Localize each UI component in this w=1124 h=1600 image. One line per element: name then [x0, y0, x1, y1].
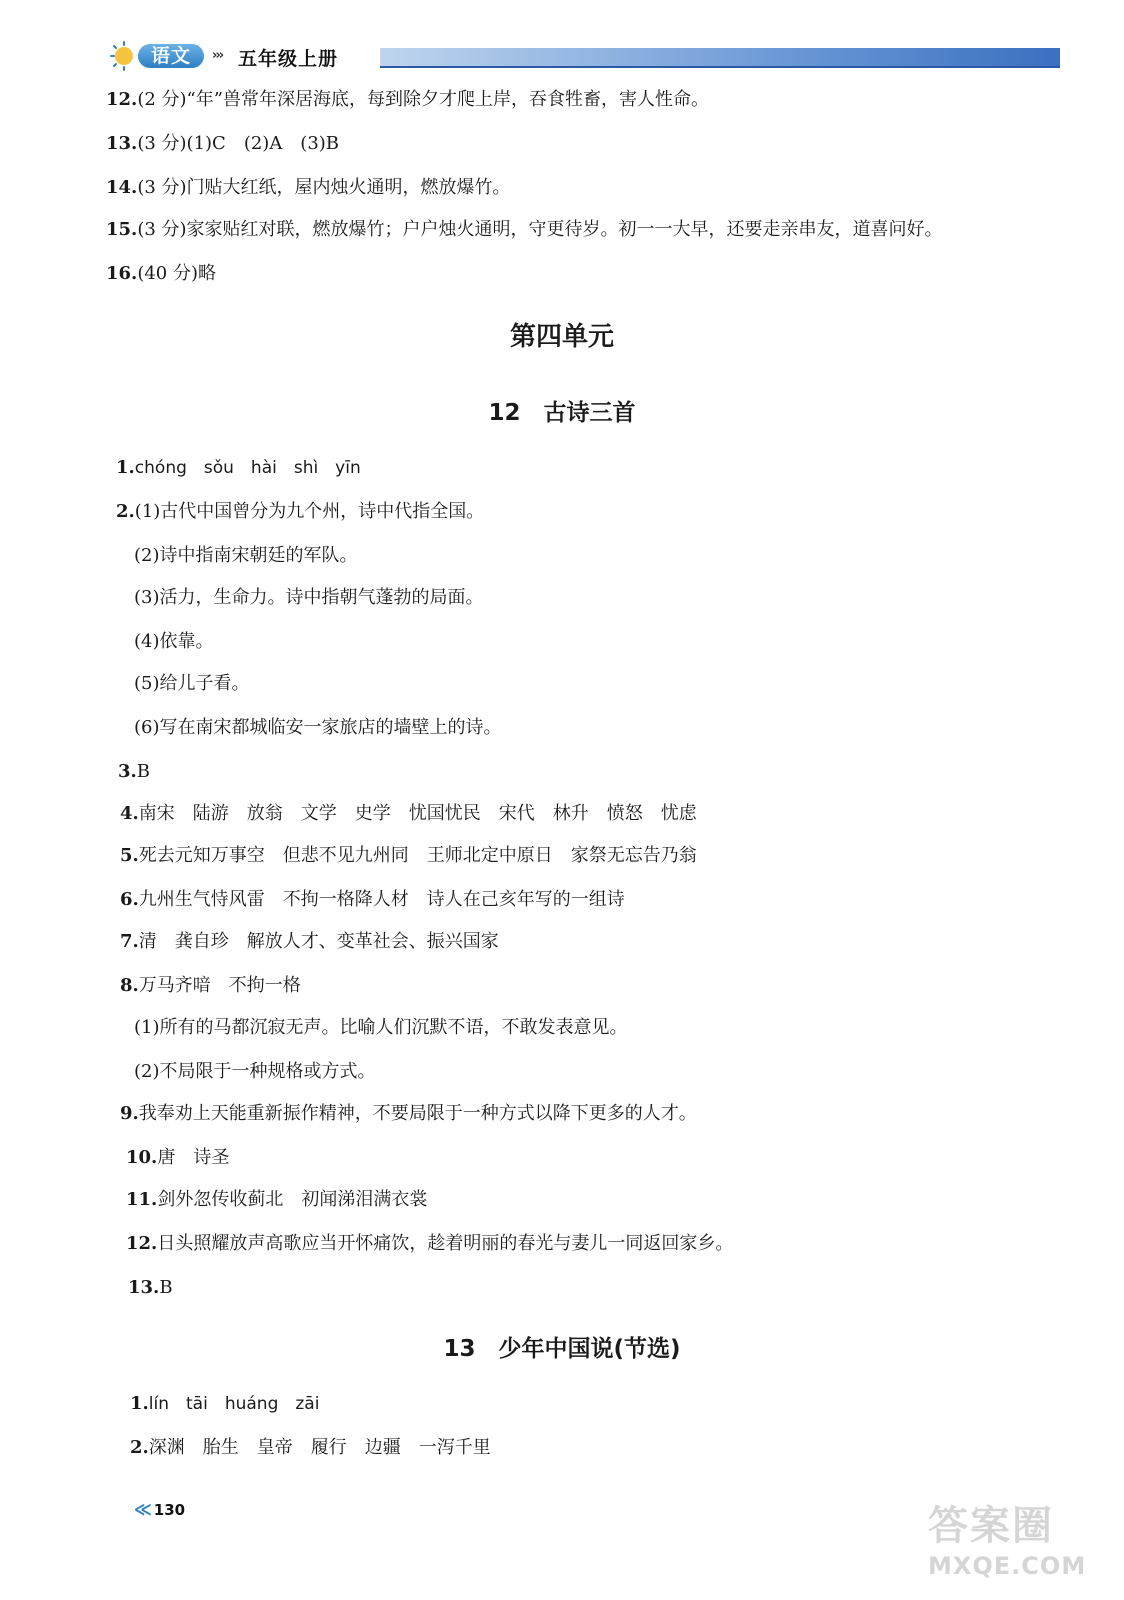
- answer-line: 16.(40 分)略: [106, 263, 216, 284]
- answer-line: 2.深渊 胎生 皇帝 履行 边疆 一泻千里: [130, 1437, 491, 1458]
- subject-badge: 语文: [138, 44, 204, 68]
- header-bar: [380, 48, 1060, 68]
- answer-subline: (5)给儿子看。: [134, 673, 250, 694]
- answer-line: 2.(1)古代中国曾分为九个州，诗中代指全国。: [116, 501, 485, 522]
- answer-line: 10.唐 诗圣: [126, 1147, 230, 1168]
- answer-line: 12.日头照耀放声高歌应当开怀痛饮，趁着明丽的春光与妻儿一同返回家乡。: [126, 1233, 734, 1254]
- answer-line: 1.lín tāi huáng zāi: [130, 1393, 320, 1414]
- watermark-url: MXQE.COM: [928, 1552, 1087, 1580]
- watermark-logo: 答案圈: [928, 1503, 1054, 1549]
- answer-subline: (2)不局限于一种规格或方式。: [134, 1061, 376, 1082]
- answer-subline: (4)依靠。: [134, 631, 214, 652]
- chevrons-icon: ›››: [212, 48, 223, 63]
- answer-subline: (6)写在南宋都城临安一家旅店的墙壁上的诗。: [134, 717, 502, 738]
- answer-subline: (1)所有的马都沉寂无声。比喻人们沉默不语，不敢发表意见。: [134, 1017, 628, 1038]
- double-chevron-left-icon: ≪: [134, 1500, 152, 1520]
- answer-line: 11.剑外忽传收蓟北 初闻涕泪满衣裳: [126, 1189, 428, 1210]
- answer-line: 3.B: [118, 761, 151, 782]
- page-header: [104, 40, 1060, 74]
- watermark: [928, 1494, 1104, 1594]
- lesson-13-title: 13 少年中国说(节选): [443, 1336, 681, 1362]
- answer-line: 13.(3 分)(1)C (2)A (3)B: [106, 133, 340, 154]
- answer-line: 8.万马齐喑 不拘一格: [120, 975, 301, 996]
- answer-subline: (3)活力，生命力。诗中指朝气蓬勃的局面。: [134, 587, 484, 608]
- page-number: ≪ 130: [134, 1500, 186, 1520]
- answer-subline: (2)诗中指南宋朝廷的军队。: [134, 545, 358, 566]
- answer-line: 7.清 龚自珍 解放人才、变革社会、振兴国家: [120, 931, 499, 952]
- answer-line: 12.(2 分)“年”兽常年深居海底，每到除夕才爬上岸，吞食牲畜，害人性命。: [106, 89, 709, 110]
- answer-line: 9.我奉劝上天能重新振作精神，不要局限于一种方式以降下更多的人才。: [120, 1103, 697, 1124]
- unit-title: 第四单元: [509, 322, 614, 352]
- answer-line: 4.南宋 陆游 放翁 文学 史学 忧国忧民 宋代 林升 愤怒 忧虑: [120, 803, 697, 824]
- answer-line: 14.(3 分)门贴大红纸，屋内烛火通明，燃放爆竹。: [106, 177, 511, 198]
- grade-title: 五年级上册: [238, 48, 339, 70]
- answer-line: 15.(3 分)家家贴红对联，燃放爆竹；户户烛火通明，守更待岁。初一一大早，还要走亲串友，道喜问好。: [106, 219, 943, 240]
- lesson-12-title: 12 古诗三首: [488, 400, 636, 426]
- answer-line: 13.B: [128, 1277, 173, 1298]
- answer-line: 5.死去元知万事空 但悲不见九州同 王师北定中原日 家祭无忘告乃翁: [120, 845, 697, 866]
- answer-line: 6.九州生气恃风雷 不拘一格降人材 诗人在己亥年写的一组诗: [120, 889, 625, 910]
- answer-line: 1.chóng sǒu hài shì yīn: [116, 457, 361, 478]
